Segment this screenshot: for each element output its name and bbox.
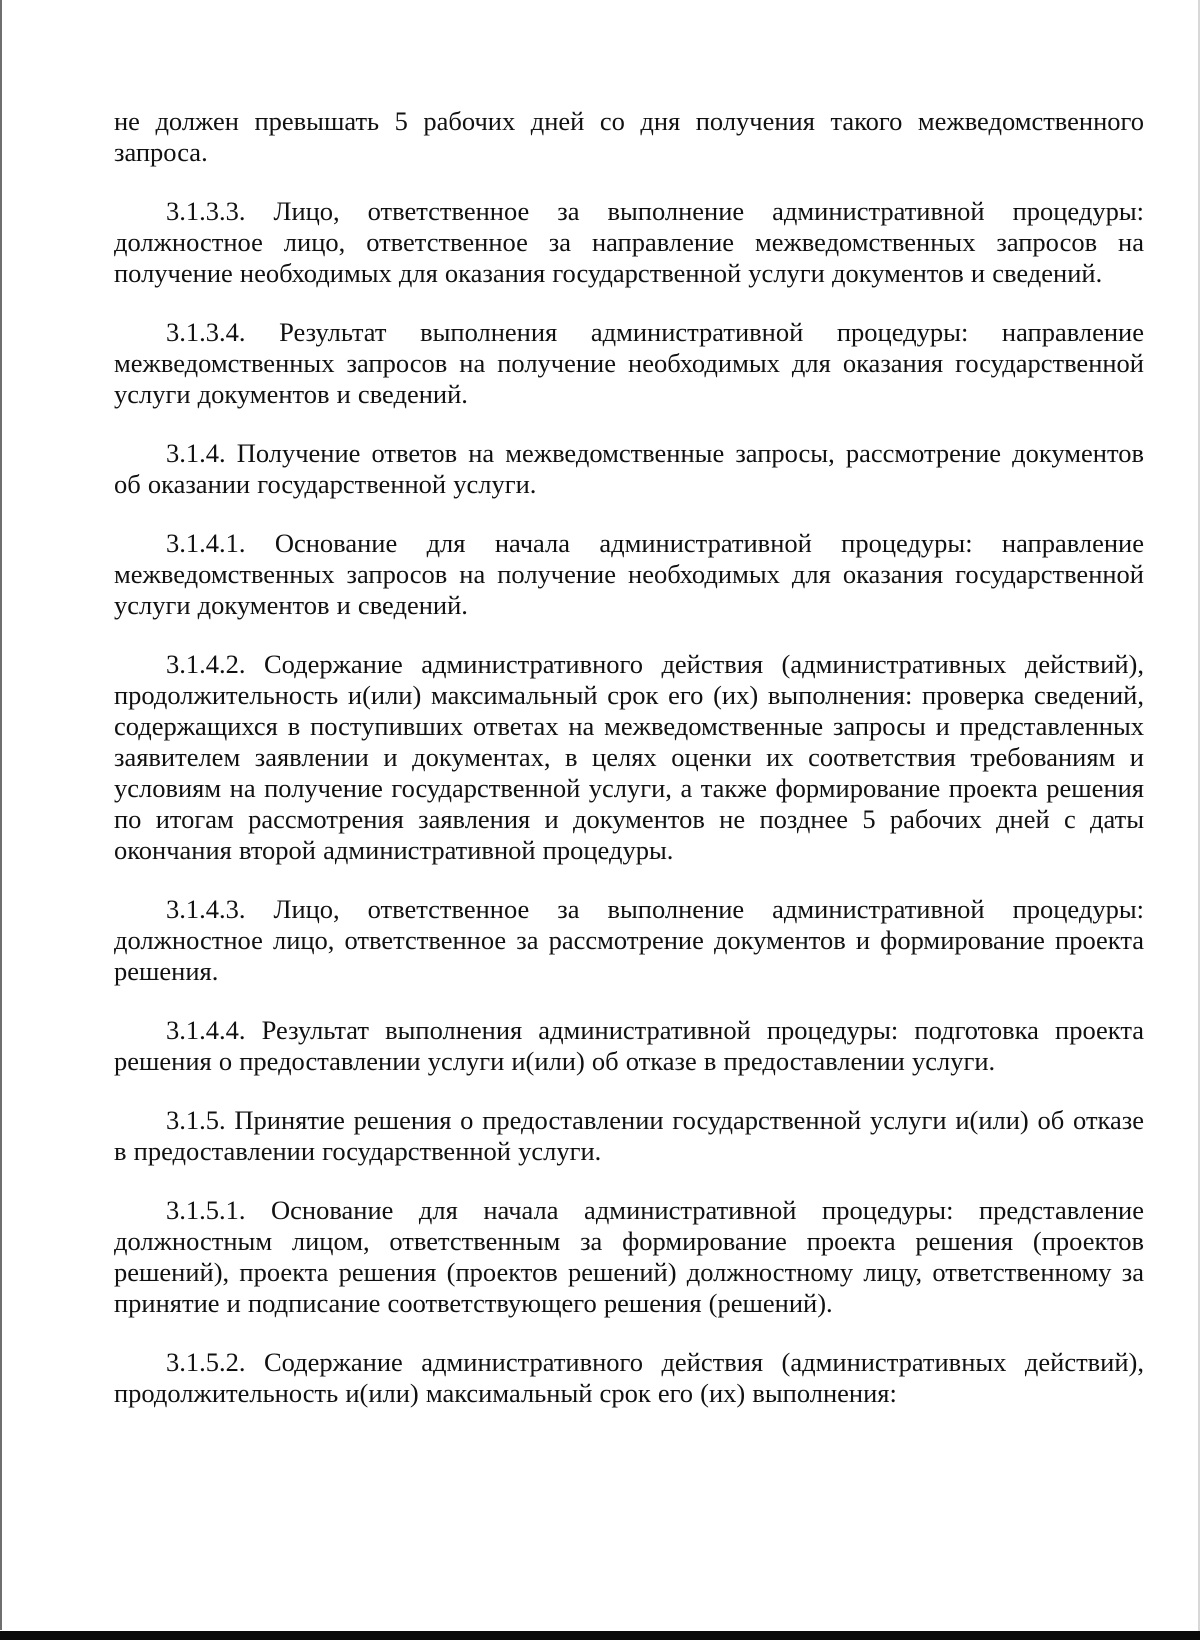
paragraph-3-1-4-1: 3.1.4.1. Основание для начала административной процедуры: направление межведомственных запросов на получение необходимых для оказания государственной услуги документов и сведений.	[114, 528, 1144, 620]
paragraph-3-1-3-4: 3.1.3.4. Результат выполнения административной процедуры: направление межведомственных запросов на получение необходимых для оказания государственной услуги документов и сведений.	[114, 317, 1144, 409]
paragraph-3-1-4-2: 3.1.4.2. Содержание административного действия (административных действий), продолжительность и(или) максимальный срок его (их) выполнения: проверка сведений, содержащихся в поступивших ответах на межведомственные запросы и представленных заявителем заявлении и документах, в целях оценки их соответствия требованиям и условиям на получение государственной услуги, а также формирование проекта решения по итогам рассмотрения заявления и документов не позднее 5 рабочих дней с даты окончания второй административной процедуры.	[114, 649, 1144, 865]
paragraph-3-1-5: 3.1.5. Принятие решения о предоставлении государственной услуги и(или) об отказе в предоставлении государственной услуги.	[114, 1105, 1144, 1166]
paragraph-3-1-5-1: 3.1.5.1. Основание для начала административной процедуры: представление должностным лицом, ответственным за формирование проекта решения (проектов решений), проекта решения (проектов решений) должностному лицу, ответственному за принятие и подписание соответствующего решения (решений).	[114, 1195, 1144, 1318]
paragraph-3-1-5-2: 3.1.5.2. Содержание административного действия (административных действий), продолжительность и(или) максимальный срок его (их) выполнения:	[114, 1347, 1144, 1408]
scan-edge-bottom	[0, 1631, 1200, 1640]
paragraph-3-1-4-3: 3.1.4.3. Лицо, ответственное за выполнение административной процедуры: должностное лицо, ответственное за рассмотрение документов и формирование проекта решения.	[114, 894, 1144, 986]
document-body	[114, 106, 1144, 1437]
paragraph-continuation: не должен превышать 5 рабочих дней со дня получения такого межведомственного запроса.	[114, 106, 1144, 167]
paragraph-3-1-4: 3.1.4. Получение ответов на межведомственные запросы, рассмотрение документов об оказании государственной услуги.	[114, 438, 1144, 499]
paragraph-3-1-4-4: 3.1.4.4. Результат выполнения административной процедуры: подготовка проекта решения о предоставлении услуги и(или) об отказе в предоставлении услуги.	[114, 1015, 1144, 1076]
scan-edge-left	[0, 0, 2, 1630]
paragraph-3-1-3-3: 3.1.3.3. Лицо, ответственное за выполнение административной процедуры: должностное лицо, ответственное за направление межведомственных запросов на получение необходимых для оказания государственной услуги документов и сведений.	[114, 196, 1144, 288]
